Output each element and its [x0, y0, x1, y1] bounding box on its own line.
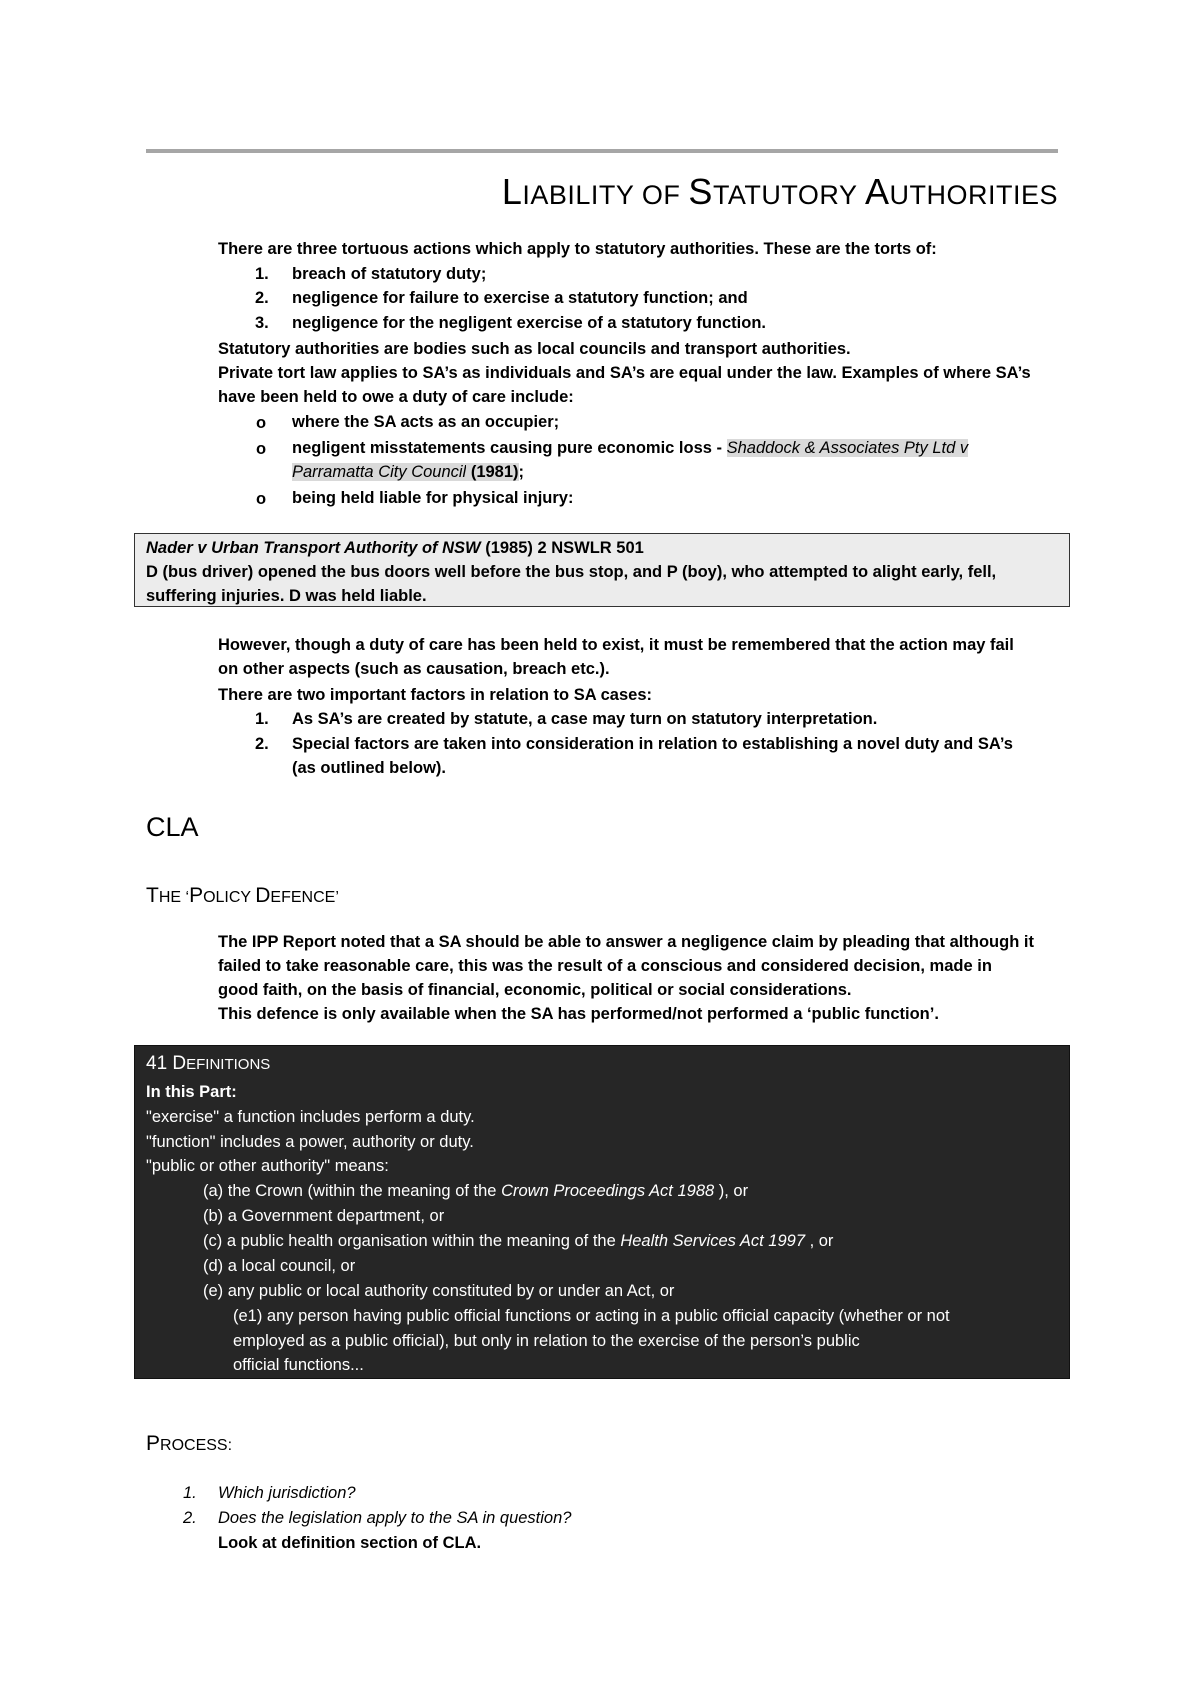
definitions-item: (e) any public or local authority constituted by or under an Act, or [203, 1282, 675, 1300]
sub-bullet-text: where the SA acts as an occupier; [292, 413, 560, 431]
bullet-text-cont: on other aspects (such as causation, breach etc.). [218, 660, 610, 678]
definitions-text: "function" includes a power, authority or duty. [146, 1133, 474, 1151]
case-text: suffering injuries. D was held liable. [146, 587, 427, 605]
process-number: 1. [183, 1484, 197, 1502]
bullet-text-cont: failed to take reasonable care, this was the result of a conscious and considered decision, made in [218, 957, 992, 975]
list-item: As SA’s are created by statute, a case may turn on statutory interpretation. [292, 710, 878, 728]
definitions-item: (d) a local council, or [203, 1257, 356, 1275]
bullet-text: This defence is only available when the SA has performed/not performed a ‘public function’. [218, 1005, 939, 1023]
list-number: 1. [255, 265, 269, 283]
definitions-text: "exercise" a function includes perform a duty. [146, 1108, 475, 1126]
list-number: 1. [255, 710, 269, 728]
bullet-text: There are two important factors in relation to SA cases: [218, 686, 652, 704]
case-box [134, 533, 1070, 607]
definitions-text: "public or other authority" means: [146, 1157, 389, 1175]
definitions-subitem: employed as a public official), but only in relation to the exercise of the person’s public [233, 1332, 860, 1350]
page-title: LIABILITY OF STATUTORY AUTHORITIES [501, 171, 1058, 212]
list-number: 2. [255, 735, 269, 753]
definitions-item: (a) the Crown (within the meaning of the Crown Proceedings Act 1988 ), or [203, 1182, 749, 1200]
list-item: negligence for the negligent exercise of a statutory function. [292, 314, 766, 332]
case-highlight: Shaddock & Associates Pty Ltd v [726, 439, 969, 457]
definitions-subitem: official functions... [233, 1356, 364, 1374]
bullet-text: However, though a duty of care has been held to exist, it must be remembered that the action may fail [218, 636, 1014, 654]
bullet-text: The IPP Report noted that a SA should be able to answer a negligence claim by pleading that although it [218, 933, 1034, 951]
process-step: Which jurisdiction? [218, 1484, 356, 1502]
sub-bullet-text: being held liable for physical injury: [292, 489, 574, 507]
list-item: negligence for failure to exercise a statutory function; and [292, 289, 748, 307]
heading-cla: CLA [146, 812, 199, 842]
bullet-text: There are three tortuous actions which apply to statutory authorities. These are the torts of: [218, 240, 937, 258]
process-number: 2. [183, 1509, 197, 1527]
case-title: Nader v Urban Transport Authority of NSW (1985) 2 NSWLR 501 [146, 539, 644, 557]
list-number: 2. [255, 289, 269, 307]
bullet-text: Statutory authorities are bodies such as local councils and transport authorities. [218, 340, 851, 358]
bullet-text: Private tort law applies to SA’s as individuals and SA’s are equal under the law. Examples of where SA’s [218, 364, 1031, 382]
header-rule [146, 149, 1058, 153]
process-note: Look at definition section of CLA. [218, 1534, 482, 1552]
definitions-subitem: (e1) any person having public official functions or acting in a public official capacity (whether or not [233, 1307, 950, 1325]
heading-process: PROCESS: [146, 1432, 233, 1455]
definitions-text: In this Part: [146, 1083, 237, 1101]
list-item: Special factors are taken into consideration in relation to establishing a novel duty and SA’s [292, 735, 1013, 753]
definitions-title: 41 DEFINITIONS [146, 1053, 271, 1074]
definitions-item: (b) a Government department, or [203, 1207, 445, 1225]
sub-bullet-marker: o [256, 414, 267, 432]
sub-bullet-text-cont: Parramatta City Council (1981); [292, 463, 525, 481]
list-number: 3. [255, 314, 269, 332]
sub-bullet-text: negligent misstatements causing pure economic loss - Shaddock & Associates Pty Ltd v [292, 439, 969, 457]
heading-policy-defence: THE ‘POLICY DEFENCE’ [146, 884, 339, 907]
list-item: breach of statutory duty; [292, 265, 487, 283]
case-text: D (bus driver) opened the bus doors well before the bus stop, and P (boy), who attempted to alight early, fell, [146, 563, 997, 581]
bullet-text-cont: good faith, on the basis of financial, economic, political or social considerations. [218, 981, 852, 999]
list-item-cont: (as outlined below). [292, 759, 447, 777]
definitions-box [134, 1045, 1070, 1379]
definitions-item: (c) a public health organisation within the meaning of the Health Services Act 1997 , or [203, 1232, 834, 1250]
sub-bullet-marker: o [256, 490, 267, 508]
process-step: Does the legislation apply to the SA in question? [218, 1509, 572, 1527]
case-highlight: Parramatta City Council [292, 463, 467, 481]
bullet-text-cont: have been held to owe a duty of care include: [218, 388, 574, 406]
sub-bullet-marker: o [256, 440, 267, 458]
